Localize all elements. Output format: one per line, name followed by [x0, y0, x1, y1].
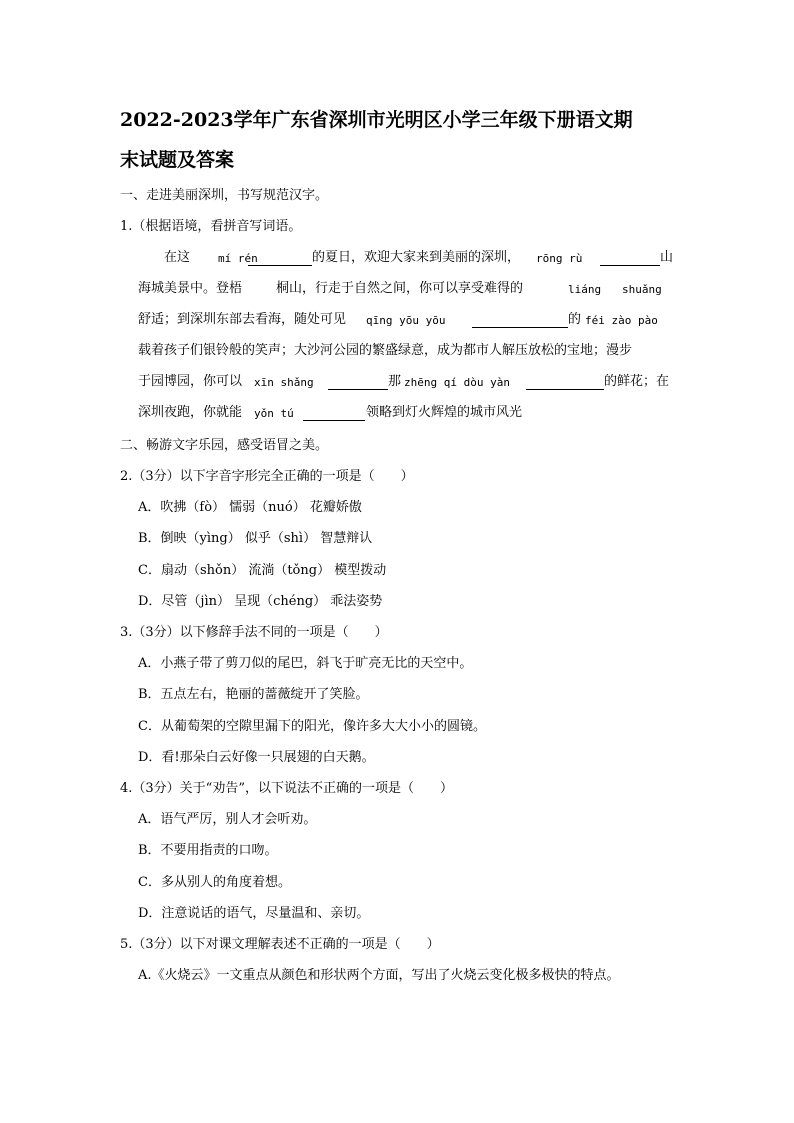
question-2-option-a[interactable]: A．吹拂（fò） 懦弱（nuó） 花瓣娇傲	[138, 500, 362, 515]
question-2-option-d[interactable]: D．尽管（jìn） 呈现（chéng） 乖法姿势	[138, 594, 383, 609]
question-5-stem: 5.（3分）以下对课文理解表述不正确的一项是（ ）	[120, 937, 440, 952]
passage-text: 海城美景中。登梧	[138, 281, 243, 296]
passage-line	[138, 335, 675, 366]
answer-blank[interactable]	[526, 375, 604, 390]
question-4-option-c[interactable]: C．多从别人的角度着想。	[138, 875, 291, 890]
question-2-option-b[interactable]: B．倒映（yìng） 似乎（shì） 智慧辩认	[138, 531, 373, 546]
passage-line	[138, 397, 675, 428]
question-4-option-b[interactable]: B．不要用指责的口吻。	[138, 843, 278, 858]
section-1-heading: 一、走进美丽深圳，书写规范汉字。	[120, 188, 329, 203]
question-5-option-a[interactable]: A.《火烧云》一文重点从颜色和形状两个方面，写出了火烧云变化极多极快的特点。	[138, 968, 620, 983]
passage-text: 深圳夜跑，你就能	[138, 405, 243, 420]
passage-text: 领略到灯火辉煌的城市风光	[366, 405, 523, 420]
question-4-stem: 4.（3分）关于“劝告”，以下说法不正确的一项是（ ）	[120, 781, 453, 796]
question-4-option-d[interactable]: D．注意说话的语气，尽量温和、亲切。	[138, 906, 370, 921]
document-title	[120, 100, 680, 180]
pinyin-prompt: yǒn tú	[254, 407, 294, 420]
answer-blank[interactable]	[248, 251, 312, 266]
question-4-option-a[interactable]: A．语气严厉，别人才会听劝。	[138, 812, 317, 827]
answer-blank[interactable]	[600, 251, 660, 266]
question-3-stem: 3.（3分）以下修辞手法不同的一项是（ ）	[120, 625, 388, 640]
question-3-option-a[interactable]: A．小燕子带了剪刀似的尾巴，斜飞于旷亮无比的天空中。	[138, 656, 473, 671]
question-3-option-c[interactable]: C．从葡萄架的空隙里漏下的阳光，像许多大大小小的圆镜。	[138, 719, 486, 734]
passage-line	[138, 273, 675, 304]
passage-text: 那	[388, 374, 402, 389]
pinyin-prompt: qīng yōu yōu	[366, 314, 446, 327]
section-2-heading: 二、畅游文字乐园，感受语冒之美。	[120, 438, 329, 453]
answer-blank[interactable]	[328, 375, 388, 390]
pinyin-prompt: féi zào pào	[585, 314, 658, 327]
passage-text: 的	[568, 312, 582, 327]
question-2-stem: 2.（3分）以下字音字形完全正确的一项是（ ）	[120, 469, 414, 484]
title-line-1: 2022-2023学年广东省深圳市光明区小学三年级下册语文期	[120, 109, 633, 131]
passage-text: 的鲜花；在	[604, 374, 670, 389]
question-2-option-c[interactable]: C．扇动（shǒn） 流淌（tǒng） 模型拨动	[138, 563, 387, 578]
passage-text: 桐山，行走于自然之间，你可以享受难得的	[276, 281, 524, 296]
title-line-2: 末试题及答案	[120, 149, 235, 171]
passage-text: 载着孩子们银铃般的笑声；大沙河公园的繁盛绿意，成为都市人解压放松的宝地；漫步	[138, 343, 633, 358]
passage-text: 在这	[164, 250, 191, 265]
answer-blank[interactable]	[472, 313, 568, 328]
pinyin-prompt: shuǎng	[622, 283, 662, 296]
pinyin-prompt: mí rén	[218, 252, 258, 265]
passage-line	[138, 366, 675, 397]
question-3-option-d[interactable]: D．看!那朵白云好像一只展翅的白天鹅。	[138, 750, 375, 765]
question-1-prompt: 1.（根据语境，看拼音写词语。	[120, 219, 302, 234]
passage-line	[138, 304, 675, 335]
passage-line	[138, 242, 675, 273]
question-3-option-b[interactable]: B．五点左右，艳丽的蔷薇绽开了笑脸。	[138, 687, 369, 702]
passage-text: 于园博园，你可以	[138, 374, 243, 389]
pinyin-prompt: xīn shǎng	[254, 376, 314, 389]
pinyin-prompt: rōng rù	[536, 252, 583, 265]
question-1-passage	[138, 242, 675, 428]
passage-text: 的夏日，欢迎大家来到美丽的深圳，	[312, 250, 521, 265]
passage-text: 山	[660, 250, 674, 265]
pinyin-prompt: liáng	[568, 283, 602, 296]
pinyin-prompt: zhēng qí dòu yàn	[404, 376, 510, 389]
passage-text: 舒适；到深圳东部去看海，随处可见	[138, 312, 347, 327]
answer-blank[interactable]	[303, 406, 365, 421]
